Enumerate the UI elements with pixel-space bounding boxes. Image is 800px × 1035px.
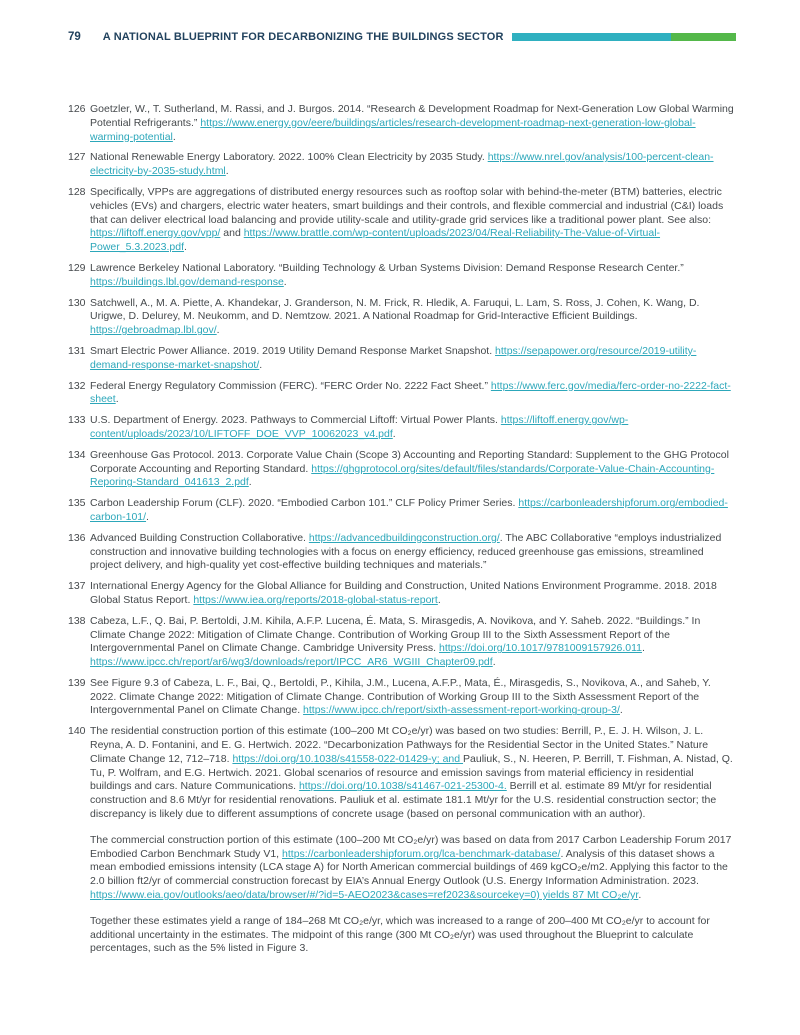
reference-paragraph [90, 497, 736, 525]
references-list [68, 103, 736, 956]
reference-item [68, 345, 736, 373]
header-bar-green-segment [671, 33, 736, 41]
reference-body [90, 725, 736, 956]
reference-text: . [392, 427, 396, 440]
reference-link[interactable]: https://www.iea.org/reports/2018-global-status-report [193, 593, 438, 606]
page-number: 79 [68, 31, 81, 43]
reference-number: 137 [68, 580, 86, 593]
reference-item [68, 580, 736, 608]
reference-paragraph [90, 103, 736, 144]
reference-text: Satchwell, A., M. A. Piette, A. Khandekar, J. Granderson, N. M. Frick, R. Hledik, A. Faruqui, L. Lam, S. Ross, J. Cohen, K. Wang, D. Urigwe, D. Delurey, M. Neukomm, and D. Nemtzow. 2021. A National Roadmap for Grid-Interactive Efficient Buildings. [90, 296, 700, 323]
reference-text: . [641, 642, 645, 655]
reference-item [68, 151, 736, 179]
reference-number: 136 [68, 531, 86, 544]
reference-number: 140 [68, 725, 86, 738]
reference-text: . [492, 656, 496, 669]
reference-paragraph [90, 580, 736, 608]
reference-number: 132 [68, 379, 86, 392]
reference-text: International Energy Agency for the Global Alliance for Building and Construction, United Nations Environment Programme. 2018. 2018 Global Status Report. [90, 580, 717, 606]
reference-number: 129 [68, 261, 86, 274]
report-title: A NATIONAL BLUEPRINT FOR DECARBONIZING THE BUILDINGS SECTOR [102, 31, 504, 43]
reference-link[interactable]: https://ghgprotocol.org/sites/default/files/standards/Corporate-Value-Chain-Accounting-Reporing-Standard_041613_2.pdf [90, 462, 715, 489]
reference-link[interactable]: https://doi.org/10.1017/9781009157926.011 [439, 642, 642, 655]
reference-text: Together these estimates yield a range of 184–268 Mt CO₂e/yr, which was increased to a range of 200–400 Mt CO₂e/yr to account for additional uncertainty in the estimates. The midpoint of this range (300 Mt CO₂e/yr) was used throughout the Blueprint to calculate percentages, such as the 5% listed in Figure 3. [90, 914, 710, 955]
reference-number: 139 [68, 676, 86, 689]
reference-text: The commercial construction portion of this estimate (100–200 Mt CO₂e/yr) was based on data from 2017 Carbon Leadership Forum 2017 Embodied Carbon Benchmark Study V1, [90, 833, 732, 860]
reference-link[interactable]: https://doi.org/10.1038/s41558-022-01429-y; and [232, 752, 464, 765]
reference-number: 126 [68, 103, 86, 115]
reference-link[interactable]: https://www.ipcc.ch/report/ar6/wg3/downloads/report/IPCC_AR6_WGIII_Chapter09.pdf [90, 656, 493, 669]
reference-item [68, 186, 736, 255]
reference-paragraph [90, 725, 736, 822]
reference-text: . [283, 275, 287, 288]
reference-text: Federal Energy Regulatory Commission (FERC). “FERC Order No. 2222 Fact Sheet.” [90, 379, 491, 392]
reference-body [90, 615, 736, 670]
reference-body [90, 532, 736, 573]
reference-link[interactable]: https://www.nrel.gov/analysis/100-percent-clean-electricity-by-2035-study.html [90, 151, 714, 178]
reference-text: and [220, 227, 244, 240]
reference-paragraph [90, 449, 736, 490]
reference-link[interactable]: https://www.ipcc.ch/report/sixth-assessment-report-working-group-3/ [303, 704, 620, 717]
reference-text: Berrill et al. estimate 89 Mt/yr for residential construction and 8.6 Mt/yr for residential renovations. Pauliuk et al. estimate 181.1 Mt/yr for the U.S. residential construction sector; the discrepancy is likely due to different assumptions of concrete usage (based on personal communication with an author). [90, 780, 717, 821]
reference-body [90, 414, 736, 442]
reference-link[interactable]: https://advancedbuildingconstruction.org/ [308, 531, 500, 544]
reference-paragraph [90, 915, 736, 956]
reference-body [90, 262, 736, 290]
reference-link[interactable]: https://liftoff.energy.gov/vpp/ [90, 227, 221, 240]
reference-item [68, 677, 736, 718]
reference-paragraph [90, 532, 736, 573]
reference-paragraph [90, 262, 736, 290]
reference-text: Greenhouse Gas Protocol. 2013. Corporate Value Chain (Scope 3) Accounting and Reporting Standard: Supplement to the GHG Protocol Corporate Accounting and Reporting Standard. [90, 448, 729, 475]
reference-text: Advanced Building Construction Collaborative. [90, 531, 309, 544]
reference-body [90, 380, 736, 408]
reference-text: . [619, 704, 623, 717]
reference-paragraph [90, 414, 736, 442]
reference-paragraph [90, 345, 736, 373]
reference-body [90, 449, 736, 490]
reference-paragraph [90, 615, 736, 670]
reference-text: U.S. Department of Energy. 2023. Pathways to Commercial Liftoff: Virtual Power Plants. [90, 414, 501, 427]
reference-body [90, 103, 736, 144]
reference-number: 133 [68, 414, 86, 427]
reference-item [68, 449, 736, 490]
reference-text: . Analysis of this dataset shows a mean embodied emissions intensity (LCA stage A) for North American commercial buildings of 469 kgCO₂e/m2. Applying this factor to the 2.0 billion ft2/yr of commercial construction forecast by EIA’s Annual Energy Outlook (U.S. Energy Information Administration. 2023. [90, 847, 728, 888]
reference-link[interactable]: https://doi.org/10.1038/s41467-021-25300-4. [298, 780, 507, 793]
reference-body [90, 151, 736, 179]
reference-text: . [437, 593, 441, 606]
reference-item [68, 262, 736, 290]
reference-text: . [248, 476, 252, 489]
reference-paragraph [90, 677, 736, 718]
reference-text: Pauliuk, S., N. Heeren, P. Berrill, T. Fishman, A. Nistad, Q. Tu, P. Wolfram, and E.G. Hertwich. 2021. Global scenarios of resource and emission savings from material efficiency in residential buildings and cars. Nature Communications. [90, 752, 733, 793]
reference-body [90, 677, 736, 718]
reference-number: 130 [68, 296, 86, 309]
reference-text: Carbon Leadership Forum (CLF). 2020. “Embodied Carbon 101.” CLF Policy Primer Series. [90, 497, 519, 510]
reference-text: . [184, 241, 187, 254]
reference-text: . [225, 165, 229, 178]
reference-paragraph [90, 380, 736, 408]
reference-number: 131 [68, 344, 86, 357]
reference-item [68, 725, 736, 956]
reference-text: . [115, 393, 119, 406]
reference-link[interactable]: https://www.brattle.com/wp-content/uploads/2023/04/Real-Reliability-The-Value-of-Virtual-Power_5.3.2023.pdf [90, 227, 661, 254]
header-bar-teal-segment [512, 33, 671, 41]
reference-text: National Renewable Energy Laboratory. 2022. 100% Clean Electricity by 2035 Study. [90, 151, 488, 164]
reference-body [90, 297, 736, 338]
reference-number: 135 [68, 497, 86, 510]
reference-text: . The ABC Collaborative “employs industrialized construction and innovative building technologies with a focus on energy efficiency, reduced greenhouse gas emissions, streamlined project delivery, and high-quality yet cost-effective building techniques and materials.” [90, 531, 722, 572]
reference-item [68, 497, 736, 525]
reference-text: Specifically, VPPs are aggregations of distributed energy resources such as rooftop solar with behind-the-meter (BTM) batteries, electric vehicles (EVs) and chargers, electric water heaters, smart buildings and their controls, and flexible commercial and industrial (C&I) loads that can deliver electrical load balancing and provide utility-scale and utility-grade grid services like a traditional power plant. See also: [90, 185, 724, 226]
reference-text: . [216, 324, 220, 337]
reference-body [90, 497, 736, 525]
reference-paragraph [90, 186, 736, 255]
reference-link[interactable]: https://sepapower.org/resource/2019-utility-demand-response-market-snapshot/ [90, 344, 697, 371]
reference-text: . [259, 358, 263, 371]
reference-text: See Figure 9.3 of Cabeza, L. F., Bai, Q., Bertoldi, P., Kihila, J.M., Lucena, A.F.P., Mata, É., Mirasgedis, S., Novikova, A., and Saheb, Y. 2022. Climate Change 2022: Mitigation of Climate Change. Contribution of Working Group III to the Sixth Assessment Report of the Intergovernmental Panel on Climate Change. [90, 676, 711, 717]
reference-paragraph [90, 151, 736, 179]
reference-number: 138 [68, 614, 86, 627]
reference-link[interactable]: https://buildings.lbl.gov/demand-response [90, 275, 284, 288]
reference-body [90, 186, 736, 255]
reference-link[interactable]: https://liftoff.energy.gov/wp-content/uploads/2023/10/LIFTOFF_DOE_VVP_10062023_v4.pdf [90, 414, 629, 440]
reference-item [68, 532, 736, 573]
reference-link[interactable]: https://carbonleadershipforum.org/embodied-carbon-101/ [90, 497, 728, 523]
page-header [68, 31, 736, 43]
reference-item [68, 414, 736, 442]
reference-item [68, 103, 736, 144]
reference-text: . [146, 510, 149, 523]
reference-text: Lawrence Berkeley National Laboratory. “Building Technology & Urban Systems Division: Demand Response Research Center.” [90, 261, 684, 274]
reference-link[interactable]: https://www.energy.gov/eere/buildings/articles/research-development-roadmap-next-generation-low-global-warming-potential [90, 116, 696, 143]
reference-link[interactable]: https://gebroadmap.lbl.gov/ [90, 324, 217, 337]
reference-link[interactable]: https://carbonleadershipforum.org/lca-benchmark-database/ [282, 847, 561, 860]
reference-number: 134 [68, 448, 86, 461]
reference-text: Smart Electric Power Alliance. 2019. 2019 Utility Demand Response Market Snapshot. [90, 344, 496, 357]
reference-link[interactable]: https://www.eia.gov/outlooks/aeo/data/browser/#/?id=5-AEO2023&cases=ref2023&sourcekey=0) yields 87 Mt CO₂e/yr [90, 889, 639, 902]
reference-text: Goetzler, W., T. Sutherland, M. Rassi, and J. Burgos. 2014. “Research & Development Roadmap for Next-Generation Low Global Warming Potential Refrigerants.” [90, 103, 734, 129]
reference-paragraph [90, 297, 736, 338]
reference-text: The residential construction portion of this estimate (100–200 Mt CO₂e/yr) was based on two studies: Berrill, P., E. J. H. Wilson, J. L. Reyna, A. D. Fontanini, and E. G. Hertwich. 2022. “Decarbonization Pathways for the Residential Sector in the United States.” Nature Climate Change 12, 712–718. [90, 725, 709, 765]
reference-item [68, 615, 736, 670]
header-bar [512, 33, 736, 41]
reference-item [68, 380, 736, 408]
reference-link[interactable]: https://www.ferc.gov/media/ferc-order-no-2222-fact-sheet [90, 379, 731, 406]
reference-text: . [172, 130, 176, 143]
reference-text: Cabeza, L.F., Q. Bai, P. Bertoldi, J.M. Kihila, A.F.P. Lucena, É. Mata, S. Mirasgedis, A. Novikova, and Y. Saheb. 2022. “Buildings.” In Climate Change 2022: Mitigation of Climate Change. Contribution of Working Group III to the Sixth Assessment Report of the Intergovernmental Panel on Climate Change. Cambridge University Press. [90, 614, 701, 655]
reference-paragraph [90, 834, 736, 903]
reference-body [90, 345, 736, 373]
reference-item [68, 297, 736, 338]
reference-text: . [638, 889, 642, 902]
reference-body [90, 580, 736, 608]
reference-number: 128 [68, 185, 86, 198]
reference-number: 127 [68, 151, 86, 164]
